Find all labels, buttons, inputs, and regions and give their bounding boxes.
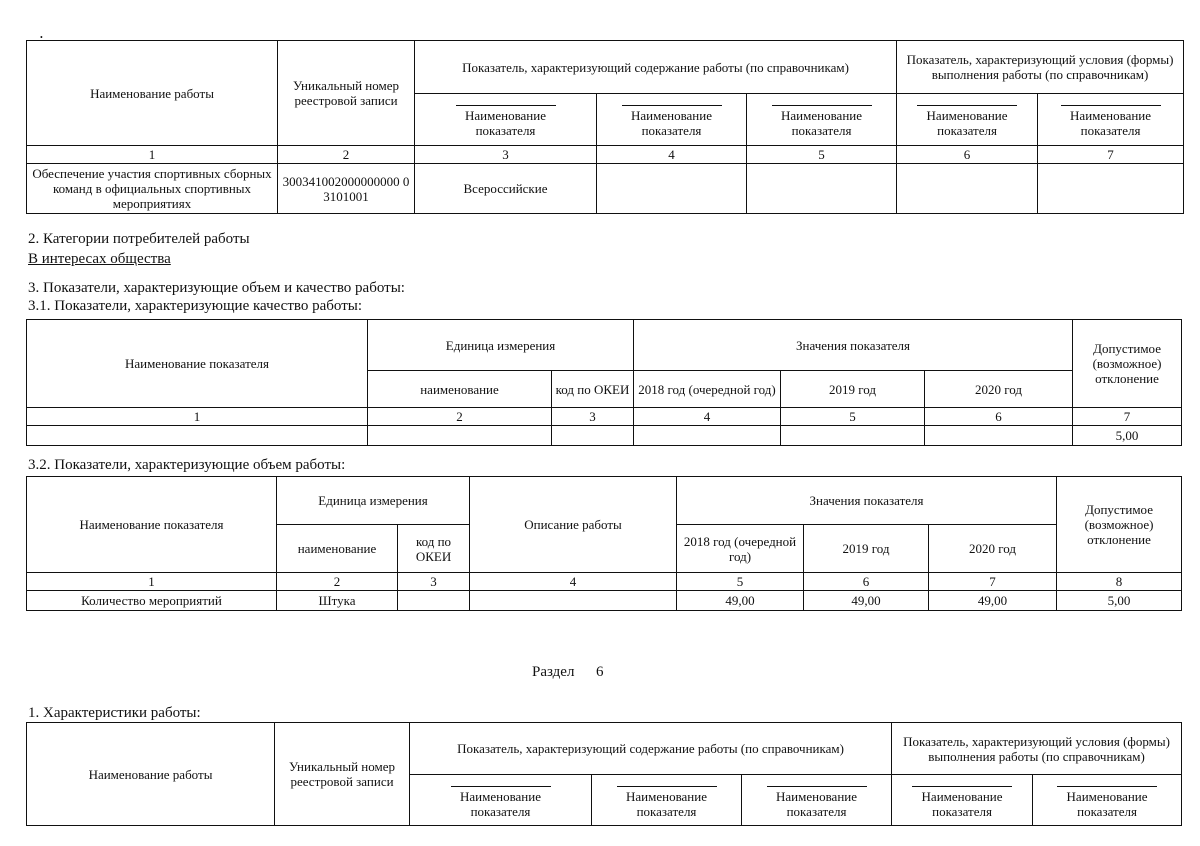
column-number: 5 — [747, 146, 897, 164]
indicator-name-header: Наименование показателя — [917, 105, 1017, 138]
header-condition-indicator: Показатель, характеризующий условия (формы) выполнения работы (по справочникам) — [897, 41, 1184, 94]
quality-indicators-table — [26, 319, 1182, 446]
section-number: 6 — [595, 664, 604, 680]
column-number: 6 — [897, 146, 1038, 164]
header-values: Значения показателя — [677, 477, 1057, 525]
header-unit: Единица измерения — [368, 320, 634, 371]
indicators-heading: 3. Показатели, характеризующие объем и качество работы: — [28, 280, 405, 296]
header-year-2020: 2020 год — [929, 525, 1057, 573]
empty-cell — [597, 164, 747, 214]
column-number: 4 — [634, 408, 781, 426]
indicator-name-header: Наименование показателя — [912, 786, 1012, 819]
column-number: 1 — [27, 146, 278, 164]
empty-cell — [897, 164, 1038, 214]
value-2019-cell: 49,00 — [804, 591, 929, 611]
indicator-name-header: Наименование показателя — [1057, 786, 1157, 819]
work-name-cell: Обеспечение участия спортивных сборных команд в официальных спортивных мероприятиях — [27, 164, 278, 214]
section-title — [532, 663, 603, 681]
column-number: 3 — [552, 408, 634, 426]
column-number: 2 — [368, 408, 552, 426]
deviation-cell: 5,00 — [1073, 426, 1182, 446]
header-registry-number: Уникальный номер реестровой записи — [278, 41, 415, 146]
column-number: 8 — [1057, 573, 1182, 591]
section6-work-characteristics-table — [26, 722, 1182, 826]
indicator-name-header: Наименование показателя — [451, 786, 551, 819]
column-number: 1 — [27, 573, 277, 591]
header-unit-name: наименование — [277, 525, 398, 573]
volume-indicators-heading: 3.2. Показатели, характеризующие объем работы: — [28, 457, 346, 473]
column-number: 5 — [677, 573, 804, 591]
empty-cell — [470, 591, 677, 611]
header-work-name: Наименование работы — [27, 723, 275, 826]
scan-mark: • — [40, 33, 43, 42]
indicator-name-header: Наименование показателя — [622, 105, 722, 138]
column-number: 7 — [929, 573, 1057, 591]
indicator-name-header: Наименование показателя — [456, 105, 556, 138]
column-number: 7 — [1073, 408, 1182, 426]
header-work-name: Наименование работы — [27, 41, 278, 146]
value-2018-cell: 49,00 — [677, 591, 804, 611]
empty-cell — [747, 164, 897, 214]
column-number: 4 — [470, 573, 677, 591]
empty-cell — [27, 426, 368, 446]
header-year-2020: 2020 год — [925, 371, 1073, 408]
column-number: 5 — [781, 408, 925, 426]
header-unit-code: код по ОКЕИ — [398, 525, 470, 573]
column-number: 3 — [415, 146, 597, 164]
empty-cell — [634, 426, 781, 446]
indicator-name-cell: Количество мероприятий — [27, 591, 277, 611]
indicator-name-header: Наименование показателя — [767, 786, 867, 819]
column-number: 3 — [398, 573, 470, 591]
header-unit-code: код по ОКЕИ — [552, 371, 634, 408]
consumer-category-heading: 2. Категории потребителей работы — [28, 231, 250, 247]
content-indicator-cell: Всероссийские — [415, 164, 597, 214]
header-indicator-name: Наименование показателя — [27, 477, 277, 573]
header-content-indicator: Показатель, характеризующий содержание работы (по справочникам) — [415, 41, 897, 94]
empty-cell — [925, 426, 1073, 446]
header-year-2019: 2019 год — [804, 525, 929, 573]
deviation-cell: 5,00 — [1057, 591, 1182, 611]
header-deviation: Допустимое (возможное) отклонение — [1057, 477, 1182, 573]
unit-name-cell: Штука — [277, 591, 398, 611]
header-year-2018: 2018 год (очередной год) — [677, 525, 804, 573]
section-label: Раздел — [532, 664, 575, 680]
empty-cell — [398, 591, 470, 611]
column-number: 1 — [27, 408, 368, 426]
header-year-2018: 2018 год (очередной год) — [634, 371, 781, 408]
consumer-category-value: В интересах общества — [28, 251, 171, 267]
indicator-name-header: Наименование показателя — [1061, 105, 1161, 138]
work-characteristics-heading: 1. Характеристики работы: — [28, 705, 201, 721]
empty-cell — [368, 426, 552, 446]
column-number: 2 — [278, 146, 415, 164]
column-number: 4 — [597, 146, 747, 164]
header-indicator-name: Наименование показателя — [27, 320, 368, 408]
empty-cell — [781, 426, 925, 446]
header-deviation: Допустимое (возможное) отклонение — [1073, 320, 1182, 408]
empty-cell — [1038, 164, 1184, 214]
column-number: 7 — [1038, 146, 1184, 164]
header-unit-name: наименование — [368, 371, 552, 408]
column-number: 6 — [925, 408, 1073, 426]
empty-cell — [552, 426, 634, 446]
header-unit: Единица измерения — [277, 477, 470, 525]
registry-number-cell: 300341002000000000 03101001 — [278, 164, 415, 214]
header-values: Значения показателя — [634, 320, 1073, 371]
header-condition-indicator: Показатель, характеризующий условия (формы) выполнения работы (по справочникам) — [892, 723, 1182, 775]
column-number: 6 — [804, 573, 929, 591]
work-characteristics-table — [26, 40, 1184, 214]
header-content-indicator: Показатель, характеризующий содержание работы (по справочникам) — [410, 723, 892, 775]
quality-indicators-heading: 3.1. Показатели, характеризующие качество работы: — [28, 298, 362, 314]
value-2020-cell: 49,00 — [929, 591, 1057, 611]
column-number: 2 — [277, 573, 398, 591]
volume-indicators-table — [26, 476, 1182, 611]
header-work-description: Описание работы — [470, 477, 677, 573]
indicator-name-header: Наименование показателя — [772, 105, 872, 138]
header-registry-number: Уникальный номер реестровой записи — [275, 723, 410, 826]
header-year-2019: 2019 год — [781, 371, 925, 408]
indicator-name-header: Наименование показателя — [617, 786, 717, 819]
